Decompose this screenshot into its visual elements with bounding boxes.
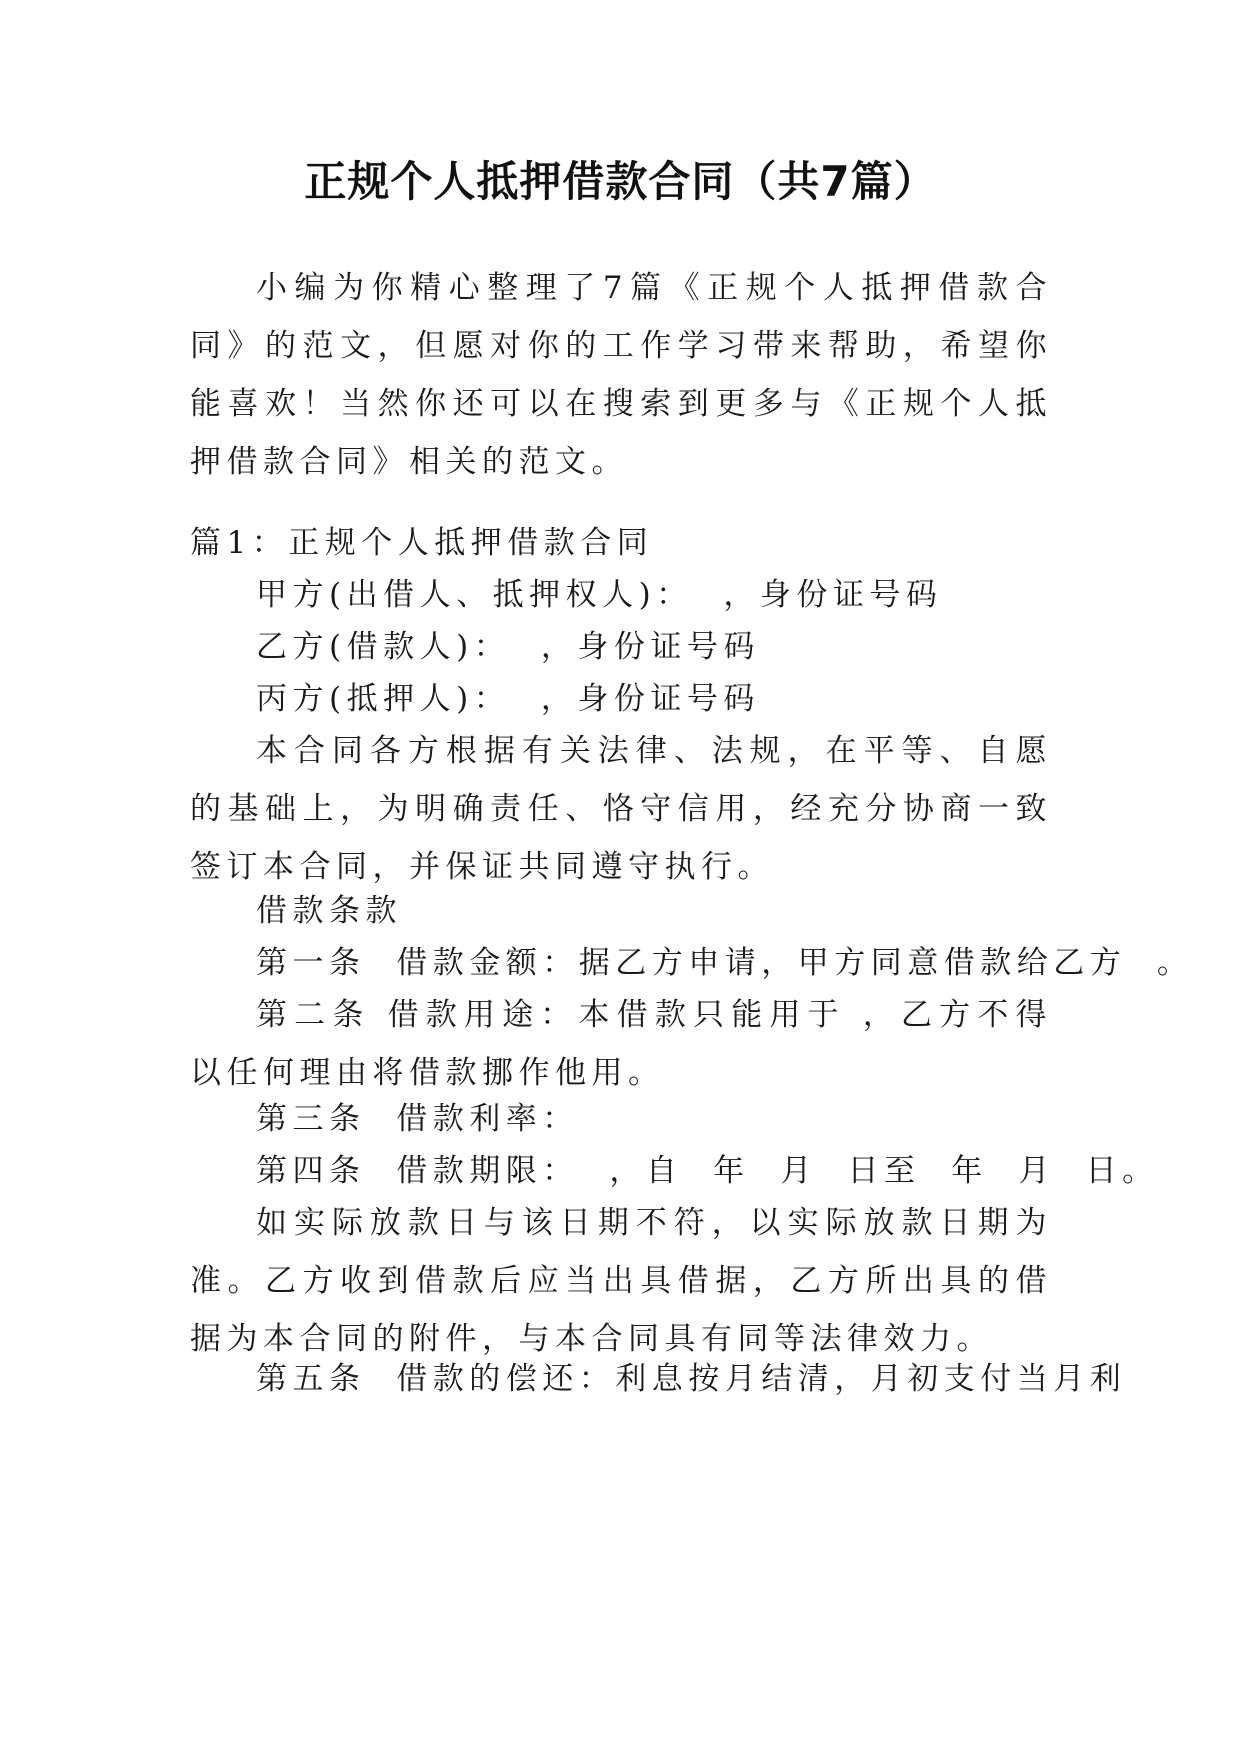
article-4-note: 如实际放款日与该日期不符，以实际放款日期为准。乙方收到借款后应当出具借据，乙方所出具的借据为本合同的附件，与本合同具有同等法律效力。 (190, 1205, 1052, 1357)
article-5: 第五条 借款的偿还：利息按月结清，月初支付当月利 (256, 1361, 1127, 1397)
document-title: 正规个人抵押借款合同（共7篇） (304, 157, 937, 206)
party-b-line: 乙方(借款人)： ，身份证号码 (256, 629, 760, 665)
article-1: 第一条 借款金额：据乙方申请，甲方同意借款给乙方 。 (256, 945, 1194, 981)
article-2: 第二条 借款用途：本借款只能用于 ，乙方不得以任何理由将借款挪作他用。 (190, 997, 1052, 1091)
loan-terms-heading: 借款条款 (256, 893, 402, 929)
party-c-line: 丙方(抵押人)： ，身份证号码 (256, 681, 760, 717)
preamble-paragraph: 本合同各方根据有关法律、法规，在平等、自愿的基础上，为明确责任、恪守信用，经充分协商一致签订本合同，并保证共同遵守执行。 (190, 733, 1052, 885)
article-3: 第三条 借款利率： (256, 1101, 579, 1137)
party-a-line: 甲方(出借人、抵押权人)： ，身份证号码 (256, 577, 943, 613)
article-4: 第四条 借款期限： ，自 年 月 日至 年 月 日。 (256, 1153, 1159, 1189)
intro-paragraph: 小编为你精心整理了7篇《正规个人抵押借款合同》的范文，但愿对你的工作学习带来帮助，希望你能喜欢！当然你还可以在搜索到更多与《正规个人抵押借款合同》相关的范文。 (190, 270, 1052, 480)
section-heading: 篇1：正规个人抵押借款合同 (190, 525, 654, 561)
